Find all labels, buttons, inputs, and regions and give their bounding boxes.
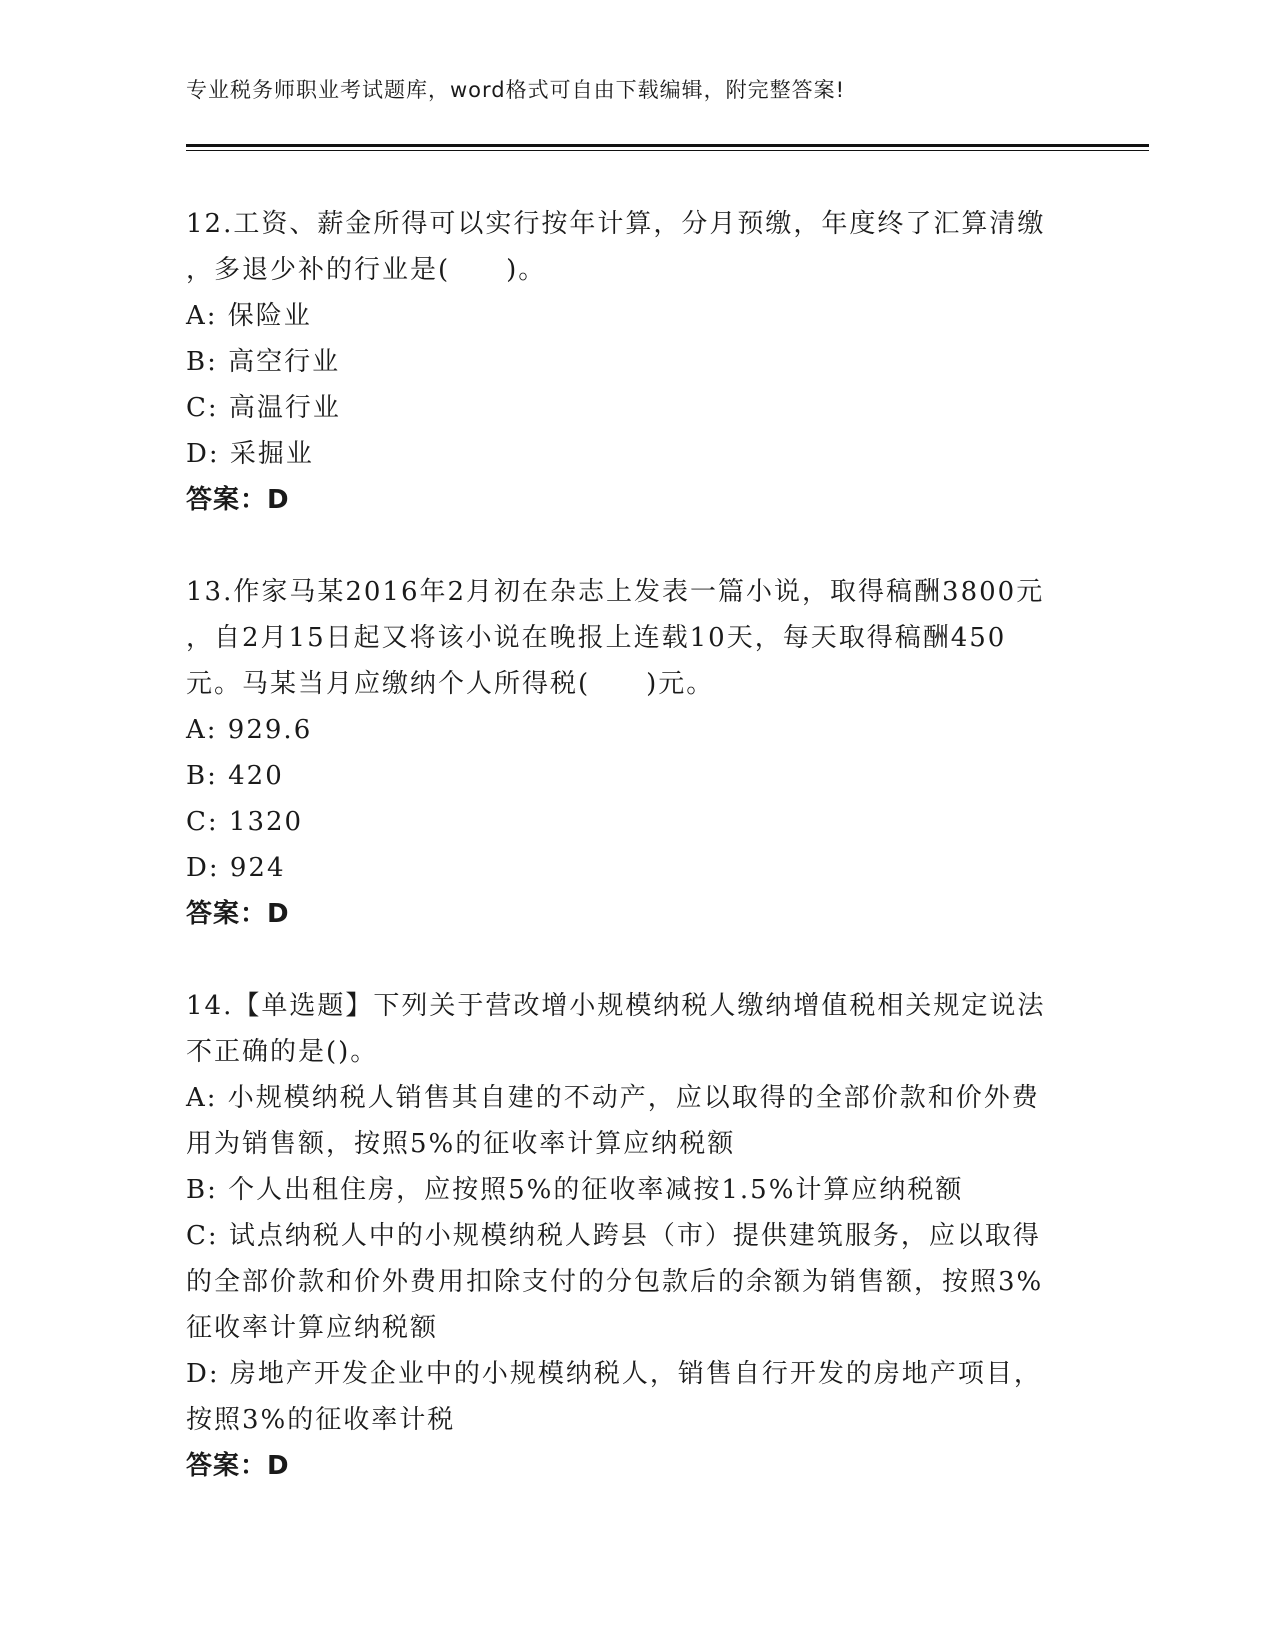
option-c: C: 高温行业: [186, 393, 341, 423]
option-a: A: 929.6: [186, 715, 313, 745]
option-a: A: 保险业: [186, 301, 312, 331]
question-stem-line: 13.作家马某2016年2月初在杂志上发表一篇小说，取得稿酬3800元: [186, 577, 1045, 607]
question-stem-line: 14.【单选题】下列关于营改增小规模纳税人缴纳增值税相关规定说法: [186, 991, 1046, 1021]
question-stem-line: ，自2月15日起又将该小说在晚报上连载10天，每天取得稿酬450: [186, 623, 1007, 653]
page-header: 专业税务师职业考试题库，word格式可自由下载编辑，附完整答案!: [186, 78, 846, 102]
option-c-continued: 征收率计算应纳税额: [186, 1313, 439, 1343]
question-stem-line: 不正确的是()。: [186, 1037, 379, 1067]
answer-label: 答案：D: [186, 485, 290, 515]
option-c: C: 试点纳税人中的小规模纳税人跨县（市）提供建筑服务，应以取得: [186, 1221, 1041, 1251]
option-b: B: 个人出租住房，应按照5%的征收率减按1.5%计算应纳税额: [186, 1175, 964, 1205]
option-c-continued: 的全部价款和价外费用扣除支付的分包款后的余额为销售额，按照3%: [186, 1267, 1044, 1297]
option-b: B: 高空行业: [186, 347, 341, 377]
question-stem-line: 12.工资、薪金所得可以实行按年计算，分月预缴，年度终了汇算清缴: [186, 209, 1046, 239]
option-d: D: 采掘业: [186, 439, 314, 469]
option-a-continued: 用为销售额，按照5%的征收率计算应纳税额: [186, 1129, 736, 1159]
header-rule-thin: [186, 150, 1149, 151]
answer-label: 答案：D: [186, 1451, 290, 1481]
question-13: [186, 569, 1076, 937]
option-d: D: 房地产开发企业中的小规模纳税人，销售自行开发的房地产项目，: [186, 1359, 1042, 1389]
option-b: B: 420: [186, 761, 284, 791]
question-12: [186, 201, 1076, 523]
header-rule-thick: [186, 144, 1149, 147]
question-stem-line: ，多退少补的行业是( )。: [186, 255, 547, 285]
option-d: D: 924: [186, 853, 286, 883]
option-d-continued: 按照3%的征收率计税: [186, 1405, 456, 1435]
question-stem-line: 元。马某当月应缴纳个人所得税( )元。: [186, 669, 715, 699]
question-14: [186, 983, 1076, 1489]
answer-label: 答案：D: [186, 899, 290, 929]
option-a: A: 小规模纳税人销售其自建的不动产，应以取得的全部价款和价外费: [186, 1083, 1040, 1113]
question-list: [186, 201, 1076, 1535]
option-c: C: 1320: [186, 807, 304, 837]
